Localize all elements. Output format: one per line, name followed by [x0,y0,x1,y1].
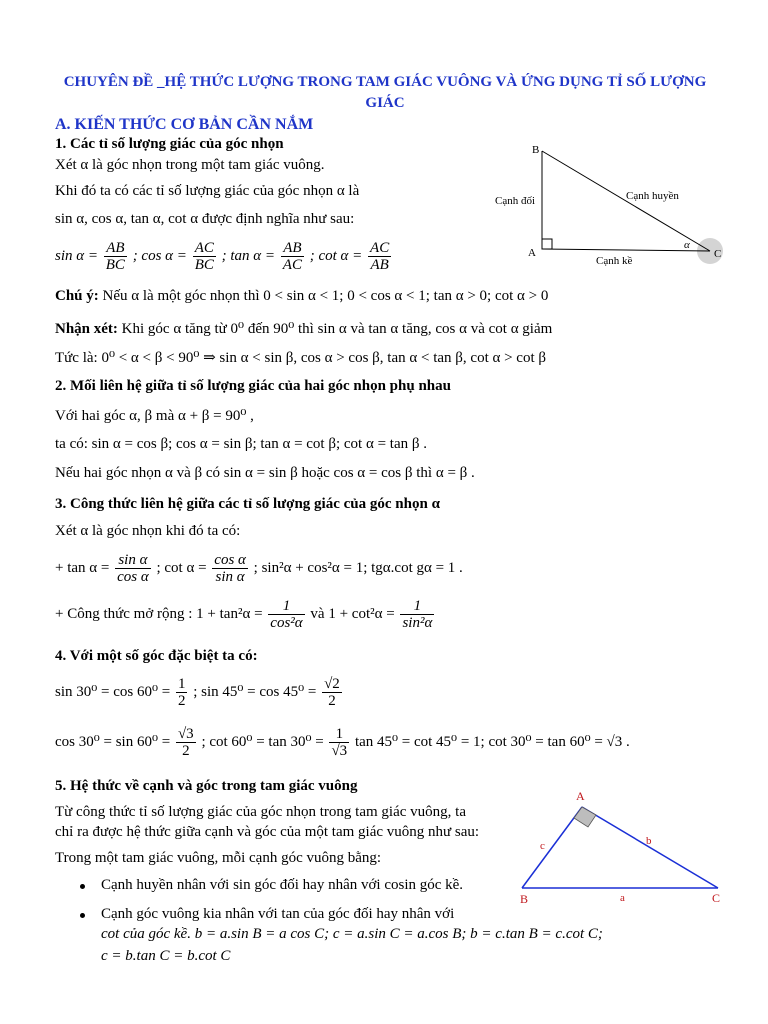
label-alpha: α [684,239,690,251]
cot-fraction: $\frac{AC}{AB}$ [370,240,390,273]
right-angle-mark [574,807,596,827]
remark-label: Nhận xét: [55,321,118,337]
s3-heading: 3. Công thức liên hệ giữa các tỉ số lượng giác của góc nhọn α [55,496,440,512]
side-b-label: b [646,835,652,847]
s5-paragraph-2: chỉ ra được hệ thức giữa cạnh và góc của một tam giác vuông như sau: [55,824,480,840]
document-title: CHUYÊN ĐỀ _HỆ THỨC LƯỢNG TRONG TAM GIÁC VUÔNG VÀ ỨNG DỤNG TỈ SỐ LƯỢNG GIÁC [63,74,707,111]
s5-paragraph-3: Trong một tam giác vuông, mỗi cạnh góc vuông bằng: [55,850,382,866]
label-hypotenuse: Cạnh huyền [626,190,679,202]
s2-line-2: ta có: sin α = cos β; cos α = sin β; tan α = cot β; cot α = tan β . [55,436,428,452]
vertex-b: B [520,892,529,906]
cos-fraction: $\frac{AC}{BC}$ [194,240,214,273]
label-a: A [528,247,536,259]
s5-bullet-2-formulas: cot của góc kề. b = a.sin B = a cos C; c = a.sin C = a.cos B; b = c.tan B = c.cot C; [101,926,603,942]
s3-formula-1 [55,552,463,585]
sin45-label: ; sin 45⁰ = cos 45⁰ = [193,683,317,700]
right-triangle-figure-1 [488,138,728,268]
s5-bullet-1: Cạnh huyền nhân với sin góc đối hay nhân với cosin góc kề. [101,877,464,893]
s4-heading: 4. Với một số góc đặc biệt ta có: [55,648,258,664]
vertex-a: A [576,789,585,803]
cot-def-fraction: $\frac{\text{cos α}}{\text{sin α}}$ [214,552,246,585]
extended-label: + Công thức mở rộng : 1 + tan²α = [55,605,263,622]
s1-line-3: sin α, cos α, tan α, cot α được định nghĩa như sau: [55,211,355,227]
side-c-label: c [540,840,545,852]
cos-label: ; cos α = [132,247,187,264]
s2-line-3: Nếu hai góc nhọn α và β có sin α = sin β hoặc cos α = cos β thì α = β . [55,465,475,481]
side-b [582,807,718,888]
cot-extended-label: và 1 + cot²α = [310,605,395,622]
label-adjacent-side: Cạnh kề [596,255,633,267]
sin-fraction: $\frac{AB}{BC}$ [105,240,125,273]
s1-line-1: Xét α là góc nhọn trong một tam giác vuông. [55,157,325,173]
s1-note [55,288,548,305]
cot-def-label: ; cot α = [156,559,207,576]
half-fraction: $\frac{1}{2}$ [177,676,186,709]
side-a-label: a [620,892,625,904]
bullet-dot-1 [80,884,85,889]
bullet-dot-2 [80,913,85,918]
s4-line-2 [55,726,630,759]
side-c [522,807,582,888]
s2-line-1: Với hai góc α, β mà α + β = 90⁰ , [55,408,254,424]
right-triangle-figure-2 [510,785,730,910]
tan-def-fraction: $\frac{\text{sin α}}{\text{cos α}}$ [117,552,149,585]
s1-remark [55,319,552,338]
label-opposite-side: Cạnh đối [495,195,536,207]
s2-heading: 2. Mối liên hệ giữa tỉ số lượng giác của hai góc nhọn phụ nhau [55,378,451,394]
s4-line-1 [55,676,344,709]
remark-text: Khi góc α tăng từ 0⁰ đến 90⁰ thì sin α và tan α tăng, cos α và cot α giảm [117,321,553,337]
tan-def-label: + tan α = [55,559,110,576]
cot-extended-fraction: $\frac{1}{\text{sin²α}}$ [402,598,433,631]
cot-label: ; cot α = [309,247,363,264]
sqrt3-half-fraction: $\frac{√3}{2}$ [177,726,194,759]
tan45-text: tan 45⁰ = cot 45⁰ = 1; cot 30⁰ = tan 60⁰ = √3 . [354,733,630,750]
right-angle-mark [542,239,552,249]
sqrt2-half-fraction: $\frac{√2}{2}$ [324,676,340,709]
s3-formula-2 [55,598,436,631]
s1-heading: 1. Các tỉ số lượng giác của góc nhọn [55,136,284,152]
s1-ratio-formulas [55,240,393,273]
tan-label: ; tan α = [221,247,276,264]
sin30-label: sin 30⁰ = cos 60⁰ = [55,683,171,700]
s1-line-2: Khi đó ta có các tỉ số lượng giác của góc nhọn α là [55,183,360,199]
sin-label: sin α = [55,247,99,264]
vertex-c: C [712,891,721,905]
s5-bullet-2: Cạnh góc vuông kia nhân với tan của góc đối hay nhân với [101,906,455,922]
tan-extended-fraction: $\frac{1}{\text{cos²α}}$ [270,598,303,631]
tan-fraction: $\frac{AB}{AC}$ [282,240,302,273]
pythagorean-identity: ; sin²α + cos²α = 1; tgα.cot gα = 1 . [253,559,463,576]
cot60-label: ; cot 60⁰ = tan 30⁰ = [201,733,324,750]
s5-paragraph-1: Từ công thức tỉ số lượng giác của góc nhọn trong tam giác vuông, ta [55,804,466,820]
section-a-heading: A. KIẾN THỨC CƠ BẢN CẦN NẮM [55,116,314,133]
s5-heading: 5. Hệ thức về cạnh và góc trong tam giác vuông [55,778,358,794]
note-label: Chú ý: [55,288,99,304]
s1-that-is: Tức là: 0⁰ < α < β < 90⁰ ⇒ sin α < sin β, cos α > cos β, tan α < tan β, cot α > cot β [55,350,547,366]
s5-bullet-2-formulas-cont: c = b.tan C = b.cot C [101,948,231,964]
note-text: Nếu α là một góc nhọn thì 0 < sin α < 1; 0 < cos α < 1; tan α > 0; cot α > 0 [98,288,549,304]
label-c: C [714,248,722,260]
inv-sqrt3-fraction: $\frac{1}{√3}$ [331,726,348,759]
cos30-label: cos 30⁰ = sin 60⁰ = [55,733,171,750]
label-b: B [532,144,540,156]
s3-line-1: Xét α là góc nhọn khi đó ta có: [55,523,241,539]
